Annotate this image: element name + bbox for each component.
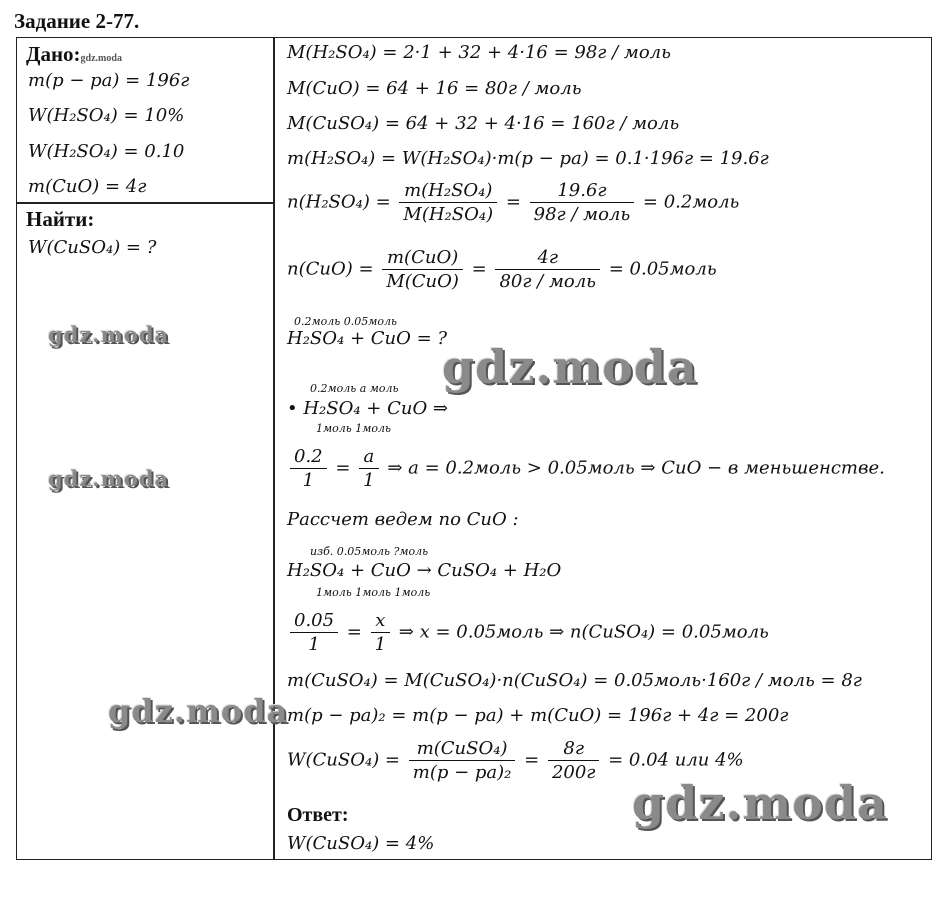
watermark: gdz.moda (48, 322, 170, 347)
fraction: $\frac{0.2}{1}$ (290, 446, 327, 491)
solution-line-7: m(CuSO₄) = M(CuSO₄)·n(CuSO₄) = 0.05моль·160г / моль = 8г (287, 670, 862, 691)
find-line: W(CuSO₄) = ? (28, 237, 157, 258)
reaction-1-labels: 0.2моль 0.05моль (294, 315, 397, 328)
given-line-4: m(CuO) = 4г (28, 176, 147, 197)
find-header: Найти: (26, 207, 95, 231)
reaction-3-labels: изб. 0.05моль ?моль (310, 545, 429, 558)
given-tag: gdz.moda (80, 53, 122, 64)
solution-line-3: M(CuSO₄) = 64 + 32 + 4·16 = 160г / моль (287, 113, 680, 134)
watermark: gdz.moda (108, 692, 289, 730)
watermark: gdz.moda (632, 776, 888, 830)
solution-line-9: W(CuSO₄) = $\frac{\text{m(CuSO₄)}}{\text{m(p − pa)₂}}$ = $\frac{8г}{200г}$ = 0.04 или 4% (287, 738, 744, 783)
row-divider (16, 202, 274, 204)
reaction-2-labels: 0.2моль a моль (310, 382, 399, 395)
solution-line-6: n(CuO) = $\frac{\text{m(CuO)}}{\text{M(CuO)}}$ = $\frac{4г}{\text{80г / моль}}$ = 0.05моль (287, 247, 717, 292)
calc-note: Рассчет ведем по CuO : (287, 509, 519, 530)
watermark: gdz.moda (48, 466, 170, 491)
column-divider (273, 37, 275, 860)
solution-line-2: M(CuO) = 64 + 16 = 80г / моль (287, 78, 582, 99)
proportion-1: $\frac{0.2}{1}$ = $\frac{a}{1}$ ⇒ a = 0.2моль > 0.05моль ⇒ CuO − в меньшенстве. (287, 446, 885, 491)
reaction-2: • H₂SO₄ + CuO ⇒ (287, 398, 449, 419)
fraction: $\frac{8г}{200г}$ (548, 738, 599, 783)
solution-line-8: m(p − pa)₂ = m(p − pa) + m(CuO) = 196г + 4г = 200г (287, 705, 789, 726)
solution-line-4: m(H₂SO₄) = W(H₂SO₄)·m(p − pa) = 0.1·196г = 19.6г (287, 148, 769, 169)
reaction-1: H₂SO₄ + CuO = ? (287, 328, 448, 349)
solution-line-1: M(H₂SO₄) = 2·1 + 32 + 4·16 = 98г / моль (287, 42, 671, 63)
reaction-3: H₂SO₄ + CuO → CuSO₄ + H₂O (287, 560, 562, 581)
fraction: $\frac{x}{1}$ (371, 610, 390, 655)
fraction: $\frac{\text{m(H₂SO₄)}}{\text{M(H₂SO₄)}}$ (399, 180, 497, 225)
fraction: $\frac{\text{m(CuO)}}{\text{M(CuO)}}$ (382, 247, 463, 292)
task-title: Задание 2-77. (14, 9, 140, 33)
solution-line-5: n(H₂SO₄) = $\frac{\text{m(H₂SO₄)}}{\text{M(H₂SO₄)}}$ = $\frac{19.6г}{\text{98г / моль}}$ = 0.2моль (287, 180, 740, 225)
fraction: $\frac{a}{1}$ (359, 446, 378, 491)
fraction: $\frac{\text{m(CuSO₄)}}{\text{m(p − pa)₂}}$ (409, 738, 516, 783)
given-line-2: W(H₂SO₄) = 10% (28, 105, 185, 126)
watermark: gdz.moda (442, 340, 698, 394)
fraction: $\frac{0.05}{1}$ (290, 610, 338, 655)
fraction: $\frac{4г}{\text{80г / моль}}$ (495, 247, 600, 292)
given-line-1: m(p − pa) = 196г (28, 70, 190, 91)
reaction-2-moles: 1моль 1моль (316, 422, 391, 435)
answer-header: Ответ: (287, 804, 349, 826)
proportion-2: $\frac{0.05}{1}$ = $\frac{x}{1}$ ⇒ x = 0.05моль ⇒ n(CuSO₄) = 0.05моль (287, 610, 769, 655)
reaction-3-moles: 1моль 1моль 1моль (316, 586, 431, 599)
given-header: Дано:gdz.moda (26, 42, 122, 66)
fraction: $\frac{19.6г}{\text{98г / моль}}$ (530, 180, 635, 225)
given-line-3: W(H₂SO₄) = 0.10 (28, 141, 185, 162)
answer-line: W(CuSO₄) = 4% (287, 833, 435, 854)
